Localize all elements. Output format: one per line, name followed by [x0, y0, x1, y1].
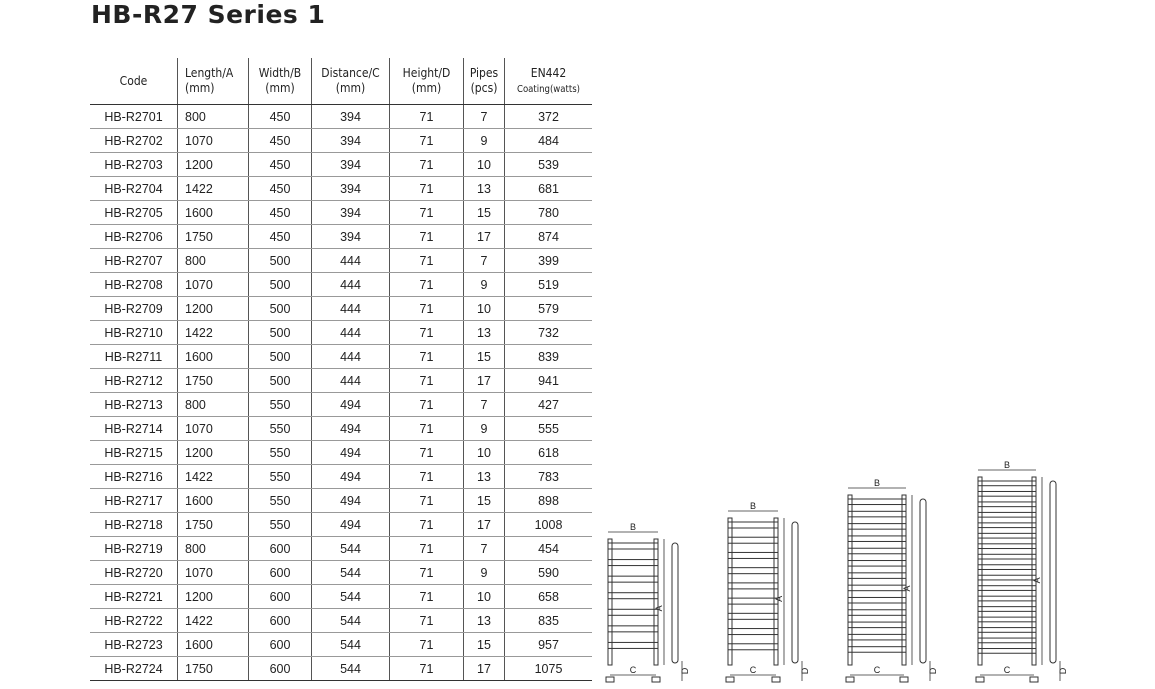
header-line1: Height/D [402, 66, 451, 80]
pipe-bar [728, 613, 778, 619]
cell-pipes: 13 [464, 609, 505, 633]
cell-length: 1750 [178, 369, 249, 393]
cell-width: 500 [249, 273, 312, 297]
header-line2: (pcs) [470, 81, 498, 95]
cell-pipes: 10 [464, 441, 505, 465]
cell-distance: 394 [312, 153, 390, 177]
dimension-label-c: C [629, 665, 637, 675]
dimension-label-a: A [1032, 577, 1042, 584]
cell-distance: 494 [312, 417, 390, 441]
cell-code: HB-R2715 [90, 441, 178, 465]
cell-en442: 957 [505, 633, 593, 657]
cell-code: HB-R2708 [90, 273, 178, 297]
cell-length: 1200 [178, 297, 249, 321]
cell-code: HB-R2706 [90, 225, 178, 249]
cell-pipes: 15 [464, 489, 505, 513]
cell-length: 1422 [178, 465, 249, 489]
cell-height: 71 [390, 489, 464, 513]
bracket-left [726, 677, 734, 682]
pipe-bar [728, 583, 778, 589]
table-header-row [90, 58, 592, 105]
cell-code: HB-R2711 [90, 345, 178, 369]
cell-length: 1600 [178, 201, 249, 225]
header-line1: Distance/C [321, 66, 380, 80]
pipe-bar [848, 499, 906, 505]
cell-pipes: 10 [464, 585, 505, 609]
table-row [90, 201, 592, 225]
pipe-bar [978, 491, 1036, 496]
pipe-bar [978, 649, 1036, 654]
cell-length: 800 [178, 393, 249, 417]
cell-code: HB-R2722 [90, 609, 178, 633]
cell-height: 71 [390, 201, 464, 225]
cell-code: HB-R2716 [90, 465, 178, 489]
side-view [920, 499, 926, 663]
dimension-label-c: C [1003, 665, 1011, 675]
cell-en442: 1008 [505, 513, 593, 537]
dimension-label-d: D [928, 667, 938, 675]
header-line2: (mm) [265, 81, 295, 95]
table-row [90, 129, 592, 153]
pipe-bar [848, 536, 906, 542]
cell-distance: 444 [312, 369, 390, 393]
dimension-label-d: D [680, 667, 690, 675]
cell-distance: 394 [312, 177, 390, 201]
cell-code: HB-R2724 [90, 657, 178, 681]
cell-en442: 579 [505, 297, 593, 321]
cell-width: 450 [249, 201, 312, 225]
header-line1: EN442 [530, 65, 567, 80]
cell-distance: 544 [312, 633, 390, 657]
radiator-drawings [590, 455, 1068, 687]
cell-pipes: 13 [464, 321, 505, 345]
cell-en442: 839 [505, 345, 593, 369]
cell-height: 71 [390, 561, 464, 585]
cell-height: 71 [390, 657, 464, 681]
table-row [90, 321, 592, 345]
cell-en442: 372 [505, 105, 593, 129]
cell-pipes: 17 [464, 657, 505, 681]
pipe-bar [608, 642, 658, 648]
pipe-bar [978, 533, 1036, 538]
table-row [90, 657, 592, 681]
cell-pipes: 10 [464, 153, 505, 177]
header-line2: (mm) [411, 81, 442, 95]
dimension-label-b: B [1003, 460, 1011, 470]
cell-distance: 394 [312, 225, 390, 249]
pipe-bar [848, 561, 906, 567]
header-en442 [505, 58, 593, 105]
table-body [90, 105, 592, 681]
dimension-label-d: D [800, 667, 810, 675]
pipe-bar [978, 481, 1036, 486]
cell-height: 71 [390, 321, 464, 345]
cell-pipes: 7 [464, 105, 505, 129]
header-pipes [464, 58, 505, 105]
cell-code: HB-R2717 [90, 489, 178, 513]
header-height [390, 58, 464, 105]
pipe-bar [728, 598, 778, 604]
cell-height: 71 [390, 177, 464, 201]
rail-left [978, 477, 982, 665]
cell-distance: 544 [312, 609, 390, 633]
pipe-bar [848, 585, 906, 591]
cell-height: 71 [390, 585, 464, 609]
cell-en442: 658 [505, 585, 593, 609]
header-line1: Code [119, 73, 148, 88]
table-row [90, 441, 592, 465]
pipe-bar [848, 597, 906, 603]
pipe-bar [728, 644, 778, 650]
cell-length: 1422 [178, 177, 249, 201]
bracket-right [772, 677, 780, 682]
cell-code: HB-R2713 [90, 393, 178, 417]
cell-length: 800 [178, 105, 249, 129]
spec-table [90, 58, 592, 681]
cell-pipes: 7 [464, 249, 505, 273]
cell-width: 550 [249, 441, 312, 465]
cell-distance: 494 [312, 465, 390, 489]
cell-height: 71 [390, 249, 464, 273]
cell-height: 71 [390, 129, 464, 153]
table-row [90, 489, 592, 513]
header-line1: Width/B [258, 66, 302, 80]
cell-en442: 454 [505, 537, 593, 561]
cell-code: HB-R2710 [90, 321, 178, 345]
table-row [90, 177, 592, 201]
cell-height: 71 [390, 369, 464, 393]
cell-code: HB-R2702 [90, 129, 178, 153]
pipe-bar [848, 548, 906, 554]
cell-width: 500 [249, 345, 312, 369]
pipe-bar [848, 622, 906, 628]
cell-length: 1070 [178, 273, 249, 297]
rail-right [654, 539, 658, 665]
dimension-label-b: B [629, 522, 637, 532]
cell-width: 550 [249, 417, 312, 441]
cell-length: 1200 [178, 441, 249, 465]
cell-distance: 394 [312, 105, 390, 129]
cell-width: 450 [249, 105, 312, 129]
pipe-bar [608, 543, 658, 549]
cell-code: HB-R2718 [90, 513, 178, 537]
cell-width: 500 [249, 321, 312, 345]
cell-distance: 494 [312, 513, 390, 537]
pipe-bar [978, 544, 1036, 549]
cell-distance: 544 [312, 585, 390, 609]
table-row [90, 153, 592, 177]
pipe-bar [608, 593, 658, 599]
cell-length: 1750 [178, 513, 249, 537]
cell-length: 1070 [178, 561, 249, 585]
cell-pipes: 15 [464, 201, 505, 225]
cell-pipes: 7 [464, 393, 505, 417]
table-row [90, 585, 592, 609]
dimension-label-d: D [1058, 667, 1068, 675]
rail-left [608, 539, 612, 665]
cell-code: HB-R2712 [90, 369, 178, 393]
cell-pipes: 9 [464, 417, 505, 441]
cell-pipes: 9 [464, 561, 505, 585]
pipe-bar [728, 552, 778, 558]
pipe-bar [728, 537, 778, 543]
cell-en442: 681 [505, 177, 593, 201]
cell-height: 71 [390, 345, 464, 369]
cell-width: 450 [249, 129, 312, 153]
cell-pipes: 15 [464, 633, 505, 657]
cell-code: HB-R2704 [90, 177, 178, 201]
pipe-bar [978, 628, 1036, 633]
header-distance [312, 58, 390, 105]
cell-width: 500 [249, 249, 312, 273]
pipe-bar [608, 609, 658, 615]
cell-width: 600 [249, 537, 312, 561]
cell-width: 500 [249, 297, 312, 321]
cell-distance: 544 [312, 561, 390, 585]
pipe-bar [728, 629, 778, 635]
pipe-bar [848, 524, 906, 530]
cell-en442: 732 [505, 321, 593, 345]
pipe-bar [608, 626, 658, 632]
cell-distance: 494 [312, 393, 390, 417]
cell-height: 71 [390, 225, 464, 249]
cell-width: 450 [249, 225, 312, 249]
bracket-right [652, 677, 660, 682]
dimension-label-a: A [902, 585, 912, 592]
pipe-bar [608, 560, 658, 566]
cell-distance: 394 [312, 129, 390, 153]
cell-height: 71 [390, 417, 464, 441]
table-row [90, 345, 592, 369]
pipe-bar [978, 502, 1036, 507]
cell-length: 1750 [178, 225, 249, 249]
cell-height: 71 [390, 297, 464, 321]
cell-width: 550 [249, 465, 312, 489]
header-line2: (mm) [185, 81, 215, 95]
rail-right [774, 518, 778, 665]
cell-height: 71 [390, 609, 464, 633]
cell-width: 600 [249, 561, 312, 585]
cell-pipes: 17 [464, 513, 505, 537]
cell-pipes: 7 [464, 537, 505, 561]
cell-code: HB-R2721 [90, 585, 178, 609]
header-length [178, 58, 249, 105]
cell-en442: 835 [505, 609, 593, 633]
dimension-label-b: B [873, 478, 881, 488]
dimension-label-b: B [749, 501, 757, 511]
cell-en442: 484 [505, 129, 593, 153]
cell-distance: 444 [312, 273, 390, 297]
cell-en442: 618 [505, 441, 593, 465]
bracket-right [1030, 677, 1038, 682]
side-view [792, 522, 798, 663]
dimension-label-c: C [873, 665, 881, 675]
dimension-label-a: A [654, 605, 664, 612]
table-row [90, 273, 592, 297]
side-view [672, 543, 678, 663]
pipe-bar [978, 617, 1036, 622]
cell-en442: 780 [505, 201, 593, 225]
cell-length: 1750 [178, 657, 249, 681]
table-row [90, 225, 592, 249]
pipe-bar [848, 610, 906, 616]
cell-code: HB-R2705 [90, 201, 178, 225]
header-line2: (mm) [335, 81, 366, 95]
table-row [90, 393, 592, 417]
cell-en442: 399 [505, 249, 593, 273]
cell-length: 1422 [178, 321, 249, 345]
pipe-bar [978, 512, 1036, 517]
cell-distance: 444 [312, 321, 390, 345]
header-line1: Length/A [185, 66, 234, 80]
pipe-bar [848, 634, 906, 640]
cell-en442: 539 [505, 153, 593, 177]
cell-code: HB-R2701 [90, 105, 178, 129]
cell-en442: 1075 [505, 657, 593, 681]
cell-en442: 941 [505, 369, 593, 393]
cell-pipes: 13 [464, 177, 505, 201]
pipe-bar [978, 575, 1036, 580]
cell-height: 71 [390, 537, 464, 561]
cell-en442: 898 [505, 489, 593, 513]
table-row [90, 105, 592, 129]
cell-length: 1200 [178, 153, 249, 177]
cell-height: 71 [390, 393, 464, 417]
pipe-bar [978, 638, 1036, 643]
cell-distance: 544 [312, 537, 390, 561]
pipe-bar [608, 576, 658, 582]
cell-width: 550 [249, 393, 312, 417]
cell-distance: 444 [312, 345, 390, 369]
bracket-left [846, 677, 854, 682]
cell-width: 600 [249, 585, 312, 609]
cell-code: HB-R2709 [90, 297, 178, 321]
cell-pipes: 13 [464, 465, 505, 489]
cell-length: 1600 [178, 489, 249, 513]
cell-en442: 427 [505, 393, 593, 417]
cell-distance: 444 [312, 249, 390, 273]
cell-pipes: 17 [464, 225, 505, 249]
pipe-bar [978, 523, 1036, 528]
cell-width: 600 [249, 657, 312, 681]
cell-width: 600 [249, 633, 312, 657]
cell-en442: 783 [505, 465, 593, 489]
dimension-label-a: A [774, 595, 784, 602]
cell-width: 500 [249, 369, 312, 393]
cell-width: 550 [249, 489, 312, 513]
cell-length: 1422 [178, 609, 249, 633]
table-row [90, 561, 592, 585]
page-title: HB-R27 Series 1 [91, 0, 326, 29]
pipe-bar [978, 554, 1036, 559]
pipe-bar [848, 573, 906, 579]
side-view [1050, 481, 1056, 663]
cell-distance: 444 [312, 297, 390, 321]
pipe-bar [848, 511, 906, 517]
table-row [90, 417, 592, 441]
cell-height: 71 [390, 441, 464, 465]
dimension-label-c: C [749, 665, 757, 675]
pipe-bar [978, 596, 1036, 601]
table-row [90, 369, 592, 393]
cell-code: HB-R2719 [90, 537, 178, 561]
cell-length: 800 [178, 249, 249, 273]
pipe-bar [728, 522, 778, 528]
cell-code: HB-R2720 [90, 561, 178, 585]
cell-en442: 590 [505, 561, 593, 585]
cell-pipes: 9 [464, 273, 505, 297]
cell-height: 71 [390, 513, 464, 537]
cell-pipes: 17 [464, 369, 505, 393]
table-row [90, 537, 592, 561]
pipe-bar [728, 568, 778, 574]
table-row [90, 513, 592, 537]
cell-height: 71 [390, 465, 464, 489]
cell-code: HB-R2707 [90, 249, 178, 273]
cell-height: 71 [390, 633, 464, 657]
table-row [90, 633, 592, 657]
cell-distance: 394 [312, 201, 390, 225]
cell-width: 600 [249, 609, 312, 633]
cell-pipes: 10 [464, 297, 505, 321]
table-row [90, 609, 592, 633]
cell-en442: 874 [505, 225, 593, 249]
cell-code: HB-R2714 [90, 417, 178, 441]
cell-length: 1600 [178, 633, 249, 657]
cell-length: 1070 [178, 129, 249, 153]
cell-pipes: 15 [464, 345, 505, 369]
cell-height: 71 [390, 105, 464, 129]
table-row [90, 249, 592, 273]
cell-length: 1070 [178, 417, 249, 441]
cell-width: 550 [249, 513, 312, 537]
cell-distance: 544 [312, 657, 390, 681]
pipe-bar [848, 647, 906, 653]
cell-width: 450 [249, 177, 312, 201]
rail-right [1032, 477, 1036, 665]
cell-en442: 519 [505, 273, 593, 297]
pipe-bar [978, 565, 1036, 570]
cell-height: 71 [390, 273, 464, 297]
cell-length: 1600 [178, 345, 249, 369]
table-row [90, 465, 592, 489]
rail-left [728, 518, 732, 665]
cell-code: HB-R2723 [90, 633, 178, 657]
header-width [249, 58, 312, 105]
pipe-bar [978, 607, 1036, 612]
cell-length: 1200 [178, 585, 249, 609]
header-line2: Coating(watts) [516, 83, 581, 95]
bracket-right [900, 677, 908, 682]
header-code [90, 58, 178, 105]
bracket-left [976, 677, 984, 682]
cell-height: 71 [390, 153, 464, 177]
cell-code: HB-R2703 [90, 153, 178, 177]
cell-length: 800 [178, 537, 249, 561]
cell-en442: 555 [505, 417, 593, 441]
cell-width: 450 [249, 153, 312, 177]
header-line1: Pipes [469, 66, 499, 80]
cell-pipes: 9 [464, 129, 505, 153]
pipe-bar [978, 586, 1036, 591]
table-row [90, 297, 592, 321]
bracket-left [606, 677, 614, 682]
cell-distance: 494 [312, 441, 390, 465]
cell-distance: 494 [312, 489, 390, 513]
